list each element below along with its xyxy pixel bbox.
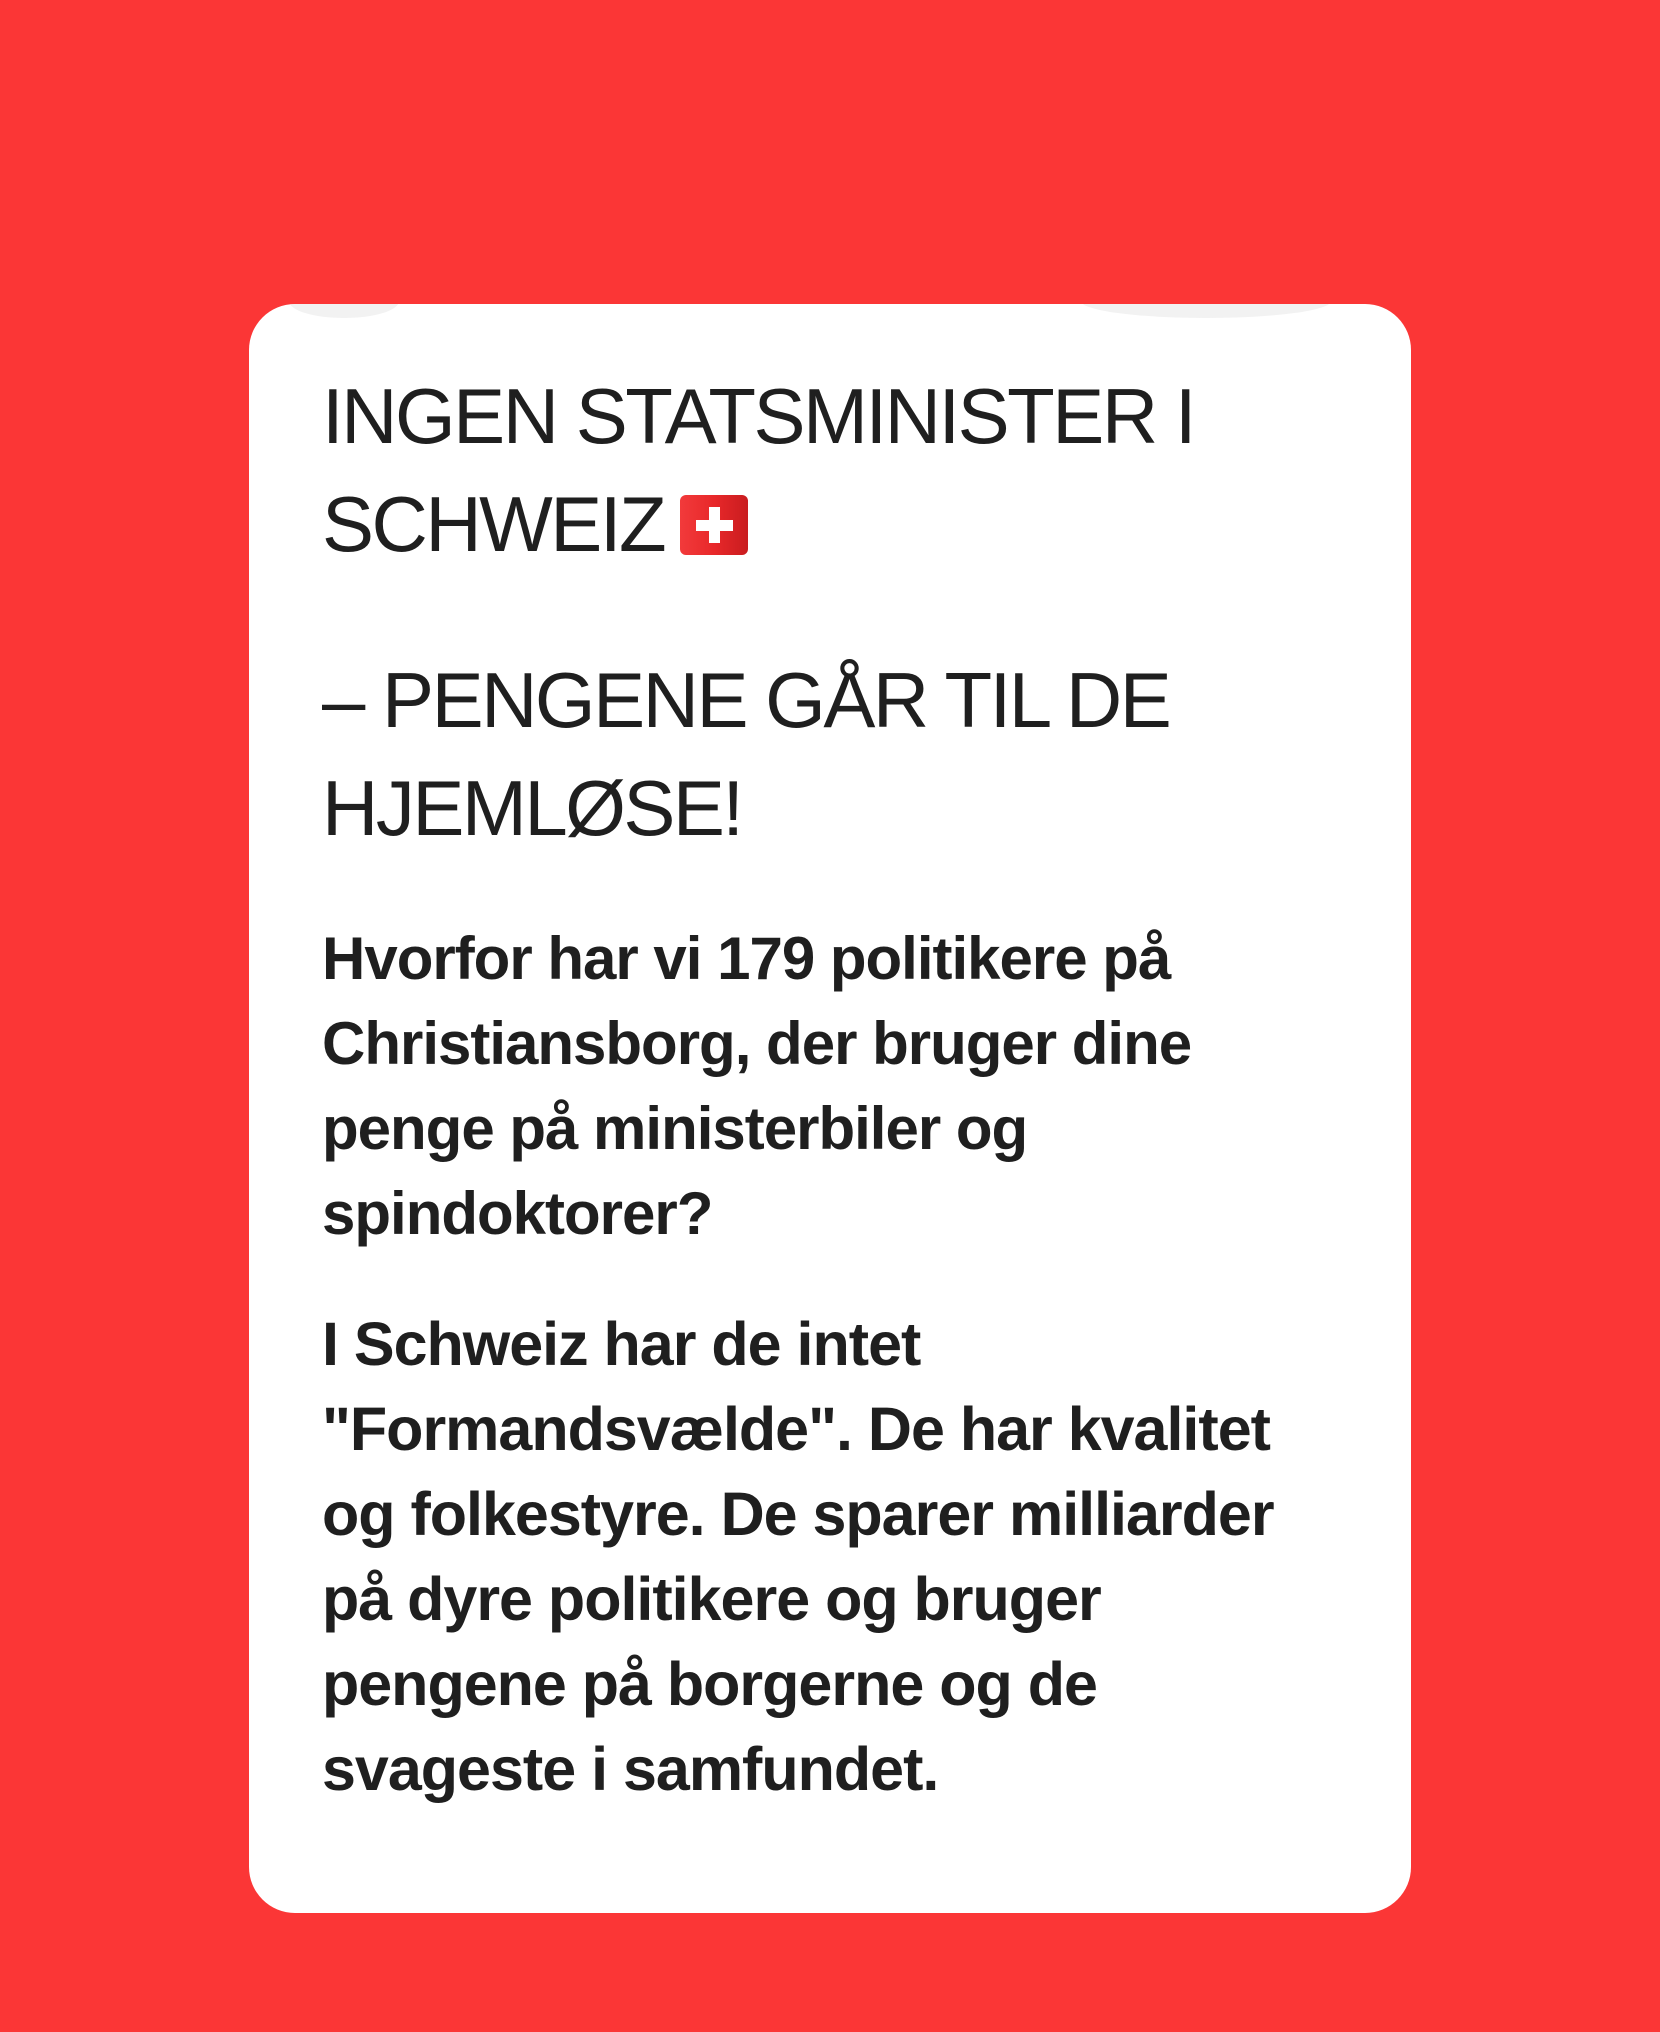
headline — [322, 362, 1341, 578]
subheadline — [322, 646, 1341, 862]
subheadline-line-2: HJEMLØSE! — [322, 764, 742, 852]
post-card — [249, 304, 1411, 1913]
swiss-flag-icon — [678, 493, 750, 557]
subheadline-line-1: – PENGENE GÅR TIL DE — [322, 656, 1170, 744]
card-edge-shadow — [289, 304, 399, 318]
card-edge-shadow — [1081, 304, 1331, 318]
paragraph-question: Hvorfor har vi 179 politikere på Christiansborg, der bruger dine penge på ministerbiler og spindoktorer? — [322, 925, 1192, 1247]
headline-line-2: SCHWEIZ — [322, 480, 665, 568]
paragraph-switzerland: I Schweiz har de intet "Formandsvælde". De har kvalitet og folkestyre. De sparer milliarder på dyre politikere og bruger pengene på borgerne og de svageste i samfundet. — [322, 1310, 1274, 1803]
headline-line-1: INGEN STATSMINISTER I — [322, 372, 1194, 460]
